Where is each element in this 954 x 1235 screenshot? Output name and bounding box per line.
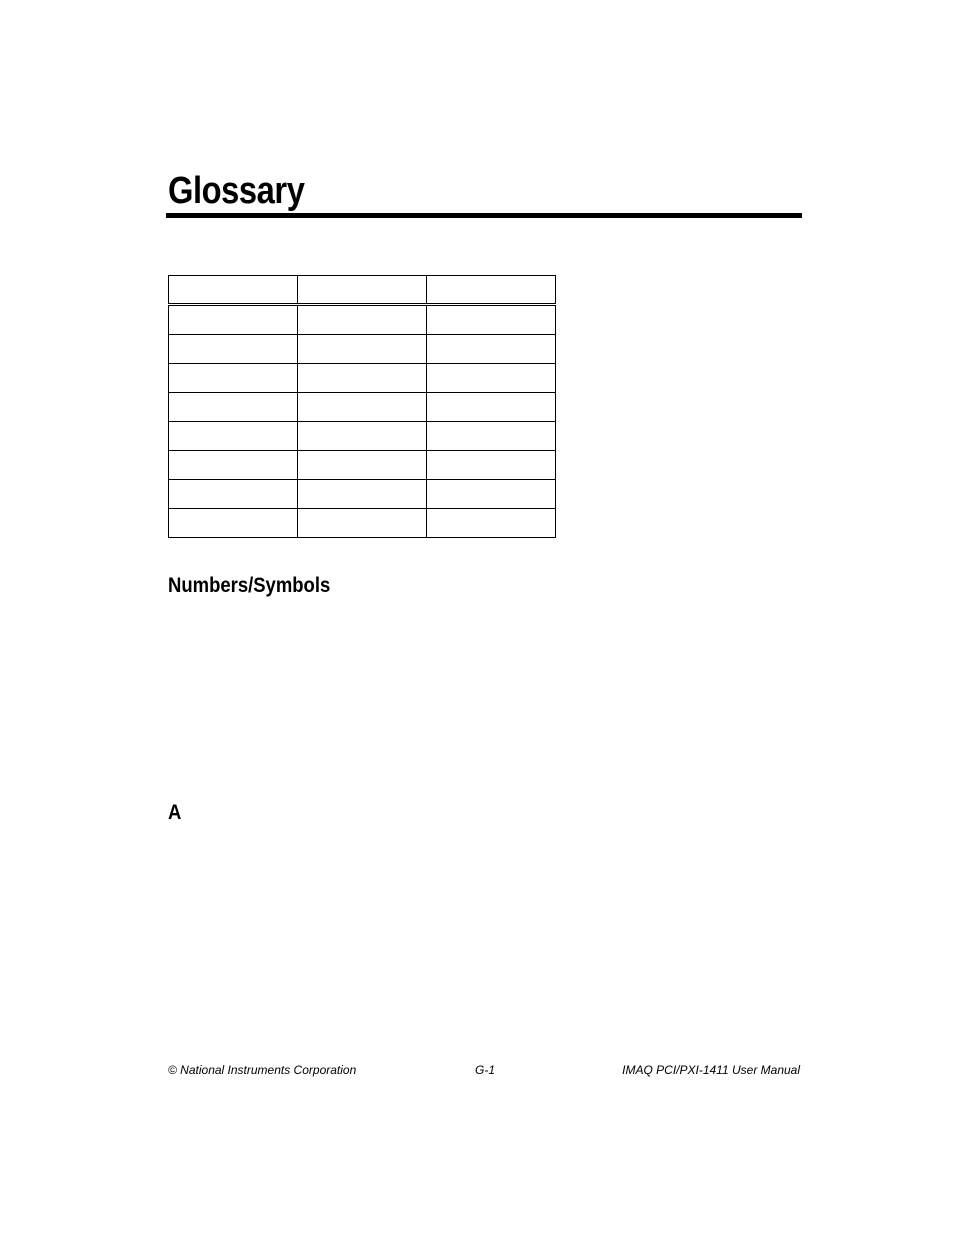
table-row <box>169 509 556 538</box>
footer-copyright: © National Instruments Corporation <box>168 1063 357 1077</box>
table-cell <box>169 451 298 480</box>
table-row <box>169 480 556 509</box>
table-cell <box>298 422 427 451</box>
table-cell <box>298 480 427 509</box>
table-cell <box>169 422 298 451</box>
table-cell <box>427 422 556 451</box>
table-header-cell <box>298 276 427 305</box>
prefix-table <box>168 275 556 538</box>
table-cell <box>169 305 298 335</box>
table-cell <box>427 393 556 422</box>
table-row <box>169 305 556 335</box>
table-cell <box>298 305 427 335</box>
table-header-cell <box>169 276 298 305</box>
table-cell <box>298 509 427 538</box>
title-rule <box>166 213 802 218</box>
table-row <box>169 451 556 480</box>
table-cell <box>427 509 556 538</box>
table-header-row <box>169 276 556 305</box>
table-row <box>169 335 556 364</box>
section-heading-a: A <box>168 801 182 824</box>
table-cell <box>169 509 298 538</box>
table-cell <box>169 364 298 393</box>
section-heading-numbers-symbols: Numbers/Symbols <box>168 574 331 597</box>
footer-manual-title: IMAQ PCI/PXI-1411 User Manual <box>622 1063 800 1077</box>
table-cell <box>169 480 298 509</box>
table-cell <box>298 451 427 480</box>
table-row <box>169 364 556 393</box>
table-cell <box>427 335 556 364</box>
table-cell <box>427 480 556 509</box>
table-cell <box>427 305 556 335</box>
table-row <box>169 393 556 422</box>
table-cell <box>427 364 556 393</box>
footer-page-number: G-1 <box>475 1063 496 1077</box>
table-cell <box>298 364 427 393</box>
table-cell <box>169 335 298 364</box>
table-cell <box>169 393 298 422</box>
table-cell <box>298 335 427 364</box>
page-title: Glossary <box>168 170 305 212</box>
table-row <box>169 422 556 451</box>
table-cell <box>298 393 427 422</box>
table-cell <box>427 451 556 480</box>
table-header-cell <box>427 276 556 305</box>
